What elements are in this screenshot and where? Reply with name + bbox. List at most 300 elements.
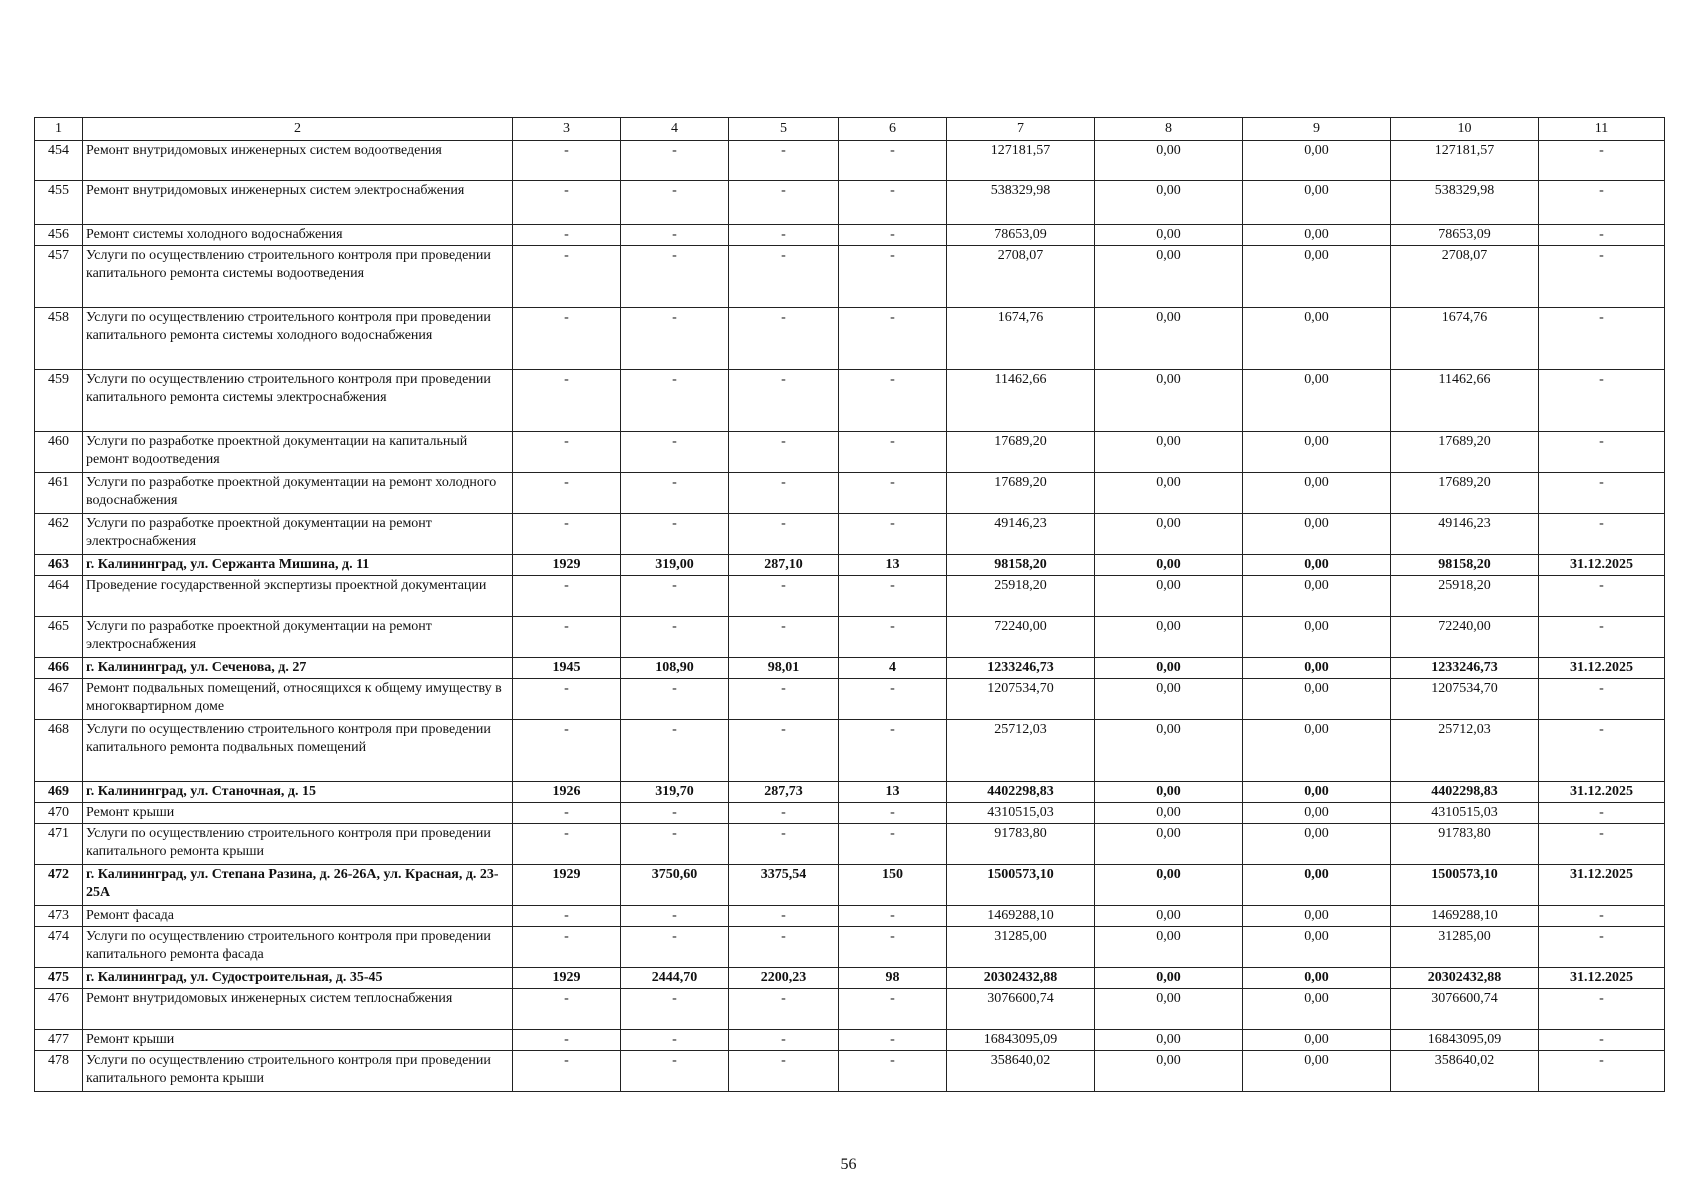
total-area: 3750,60 <box>621 865 729 906</box>
column-header: 4 <box>621 118 729 141</box>
table-row <box>35 308 1665 370</box>
cost-owners-funds: 20302432,88 <box>1391 968 1539 989</box>
cost-other-source: 0,00 <box>1243 617 1391 658</box>
work-description: Услуги по осуществлению строительного контроля при проведении капитального ремонта системы холодного водоснабжения <box>83 308 513 370</box>
cost-other-source: 0,00 <box>1243 308 1391 370</box>
residents-count: - <box>839 824 947 865</box>
year-built: - <box>513 473 621 514</box>
residents-count: - <box>839 906 947 927</box>
table-row <box>35 246 1665 308</box>
cost-other-source: 0,00 <box>1243 1030 1391 1051</box>
residents-count: - <box>839 370 947 432</box>
cost-fund-source: 0,00 <box>1095 968 1243 989</box>
cost-other-source: 0,00 <box>1243 555 1391 576</box>
row-number: 464 <box>35 576 83 617</box>
column-header: 8 <box>1095 118 1243 141</box>
total-area: - <box>621 181 729 225</box>
living-area: - <box>729 225 839 246</box>
column-number-header-row <box>35 118 1665 141</box>
work-description: Ремонт внутридомовых инженерных систем водоотведения <box>83 141 513 181</box>
work-description: Ремонт внутридомовых инженерных систем теплоснабжения <box>83 989 513 1030</box>
row-number: 470 <box>35 803 83 824</box>
total-cost: 2708,07 <box>947 246 1095 308</box>
table-row <box>35 927 1665 968</box>
work-description: Ремонт внутридомовых инженерных систем электроснабжения <box>83 181 513 225</box>
completion-date: - <box>1539 225 1665 246</box>
residents-count: - <box>839 308 947 370</box>
year-built: 1929 <box>513 555 621 576</box>
cost-owners-funds: 2708,07 <box>1391 246 1539 308</box>
column-header: 2 <box>83 118 513 141</box>
completion-date: - <box>1539 141 1665 181</box>
completion-date: 31.12.2025 <box>1539 555 1665 576</box>
residents-count: 13 <box>839 555 947 576</box>
total-cost: 25712,03 <box>947 720 1095 782</box>
total-area: - <box>621 1030 729 1051</box>
total-cost: 1500573,10 <box>947 865 1095 906</box>
total-cost: 98158,20 <box>947 555 1095 576</box>
cost-other-source: 0,00 <box>1243 927 1391 968</box>
living-area: - <box>729 576 839 617</box>
cost-fund-source: 0,00 <box>1095 1051 1243 1092</box>
cost-owners-funds: 25918,20 <box>1391 576 1539 617</box>
year-built: - <box>513 576 621 617</box>
residents-count: - <box>839 1030 947 1051</box>
cost-owners-funds: 49146,23 <box>1391 514 1539 555</box>
address-row <box>35 968 1665 989</box>
cost-other-source: 0,00 <box>1243 989 1391 1030</box>
cost-other-source: 0,00 <box>1243 473 1391 514</box>
completion-date: 31.12.2025 <box>1539 865 1665 906</box>
living-area: - <box>729 246 839 308</box>
cost-fund-source: 0,00 <box>1095 432 1243 473</box>
work-description: Проведение государственной экспертизы проектной документации <box>83 576 513 617</box>
total-cost: 78653,09 <box>947 225 1095 246</box>
cost-fund-source: 0,00 <box>1095 989 1243 1030</box>
completion-date: - <box>1539 989 1665 1030</box>
row-number: 462 <box>35 514 83 555</box>
cost-other-source: 0,00 <box>1243 906 1391 927</box>
row-number: 472 <box>35 865 83 906</box>
row-number: 458 <box>35 308 83 370</box>
total-cost: 49146,23 <box>947 514 1095 555</box>
cost-owners-funds: 1233246,73 <box>1391 658 1539 679</box>
total-area: - <box>621 141 729 181</box>
total-area: - <box>621 1051 729 1092</box>
total-cost: 20302432,88 <box>947 968 1095 989</box>
cost-fund-source: 0,00 <box>1095 576 1243 617</box>
total-cost: 91783,80 <box>947 824 1095 865</box>
cost-fund-source: 0,00 <box>1095 720 1243 782</box>
work-description: Услуги по осуществлению строительного контроля при проведении капитального ремонта крыши <box>83 824 513 865</box>
residents-count: - <box>839 927 947 968</box>
year-built: - <box>513 679 621 720</box>
cost-fund-source: 0,00 <box>1095 824 1243 865</box>
row-number: 471 <box>35 824 83 865</box>
row-number: 477 <box>35 1030 83 1051</box>
cost-fund-source: 0,00 <box>1095 555 1243 576</box>
completion-date: - <box>1539 927 1665 968</box>
cost-fund-source: 0,00 <box>1095 679 1243 720</box>
row-number: 476 <box>35 989 83 1030</box>
living-area: - <box>729 927 839 968</box>
living-area: 287,10 <box>729 555 839 576</box>
total-cost: 1469288,10 <box>947 906 1095 927</box>
cost-fund-source: 0,00 <box>1095 865 1243 906</box>
row-number: 478 <box>35 1051 83 1092</box>
residents-count: 4 <box>839 658 947 679</box>
total-cost: 16843095,09 <box>947 1030 1095 1051</box>
completion-date: 31.12.2025 <box>1539 968 1665 989</box>
total-cost: 3076600,74 <box>947 989 1095 1030</box>
row-number: 461 <box>35 473 83 514</box>
work-description: Ремонт подвальных помещений, относящихся к общему имуществу в многоквартирном доме <box>83 679 513 720</box>
completion-date: 31.12.2025 <box>1539 782 1665 803</box>
year-built: - <box>513 720 621 782</box>
cost-owners-funds: 4402298,83 <box>1391 782 1539 803</box>
row-number: 463 <box>35 555 83 576</box>
table-body <box>35 141 1665 1092</box>
cost-owners-funds: 1674,76 <box>1391 308 1539 370</box>
row-number: 455 <box>35 181 83 225</box>
living-area: - <box>729 1051 839 1092</box>
year-built: - <box>513 824 621 865</box>
total-area: - <box>621 824 729 865</box>
year-built: - <box>513 617 621 658</box>
cost-owners-funds: 17689,20 <box>1391 473 1539 514</box>
cost-fund-source: 0,00 <box>1095 181 1243 225</box>
year-built: - <box>513 432 621 473</box>
residents-count: - <box>839 989 947 1030</box>
year-built: 1929 <box>513 865 621 906</box>
work-description: Ремонт крыши <box>83 803 513 824</box>
cost-other-source: 0,00 <box>1243 1051 1391 1092</box>
total-area: 319,00 <box>621 555 729 576</box>
total-area: 108,90 <box>621 658 729 679</box>
total-cost: 358640,02 <box>947 1051 1095 1092</box>
cost-owners-funds: 11462,66 <box>1391 370 1539 432</box>
row-number: 473 <box>35 906 83 927</box>
work-description: г. Калининград, ул. Станочная, д. 15 <box>83 782 513 803</box>
address-row <box>35 658 1665 679</box>
total-area: - <box>621 617 729 658</box>
cost-other-source: 0,00 <box>1243 865 1391 906</box>
total-cost: 11462,66 <box>947 370 1095 432</box>
column-header: 7 <box>947 118 1095 141</box>
living-area: - <box>729 679 839 720</box>
year-built: - <box>513 370 621 432</box>
column-header: 10 <box>1391 118 1539 141</box>
year-built: - <box>513 1051 621 1092</box>
cost-fund-source: 0,00 <box>1095 141 1243 181</box>
cost-other-source: 0,00 <box>1243 679 1391 720</box>
living-area: - <box>729 181 839 225</box>
column-header: 6 <box>839 118 947 141</box>
total-area: - <box>621 679 729 720</box>
cost-fund-source: 0,00 <box>1095 782 1243 803</box>
repair-plan-table <box>34 117 1665 1092</box>
living-area: - <box>729 370 839 432</box>
residents-count: - <box>839 181 947 225</box>
work-description: Услуги по разработке проектной документации на капитальный ремонт водоотведения <box>83 432 513 473</box>
total-area: - <box>621 803 729 824</box>
cost-other-source: 0,00 <box>1243 824 1391 865</box>
residents-count: - <box>839 225 947 246</box>
address-row <box>35 865 1665 906</box>
cost-other-source: 0,00 <box>1243 782 1391 803</box>
cost-fund-source: 0,00 <box>1095 225 1243 246</box>
cost-other-source: 0,00 <box>1243 720 1391 782</box>
row-number: 457 <box>35 246 83 308</box>
completion-date: 31.12.2025 <box>1539 658 1665 679</box>
table-row <box>35 1030 1665 1051</box>
total-cost: 72240,00 <box>947 617 1095 658</box>
row-number: 459 <box>35 370 83 432</box>
work-description: Услуги по осуществлению строительного контроля при проведении капитального ремонта подвальных помещений <box>83 720 513 782</box>
row-number: 466 <box>35 658 83 679</box>
living-area: - <box>729 514 839 555</box>
year-built: - <box>513 1030 621 1051</box>
table-row <box>35 473 1665 514</box>
table-row <box>35 1051 1665 1092</box>
completion-date: - <box>1539 720 1665 782</box>
total-cost: 17689,20 <box>947 432 1095 473</box>
residents-count: - <box>839 803 947 824</box>
table-row <box>35 803 1665 824</box>
residents-count: - <box>839 1051 947 1092</box>
total-area: - <box>621 906 729 927</box>
cost-fund-source: 0,00 <box>1095 803 1243 824</box>
cost-owners-funds: 4310515,03 <box>1391 803 1539 824</box>
living-area: - <box>729 803 839 824</box>
completion-date: - <box>1539 370 1665 432</box>
row-number: 456 <box>35 225 83 246</box>
total-area: - <box>621 246 729 308</box>
cost-other-source: 0,00 <box>1243 514 1391 555</box>
cost-owners-funds: 17689,20 <box>1391 432 1539 473</box>
work-description: Услуги по осуществлению строительного контроля при проведении капитального ремонта системы водоотведения <box>83 246 513 308</box>
year-built: - <box>513 181 621 225</box>
work-description: Услуги по осуществлению строительного контроля при проведении капитального ремонта фасада <box>83 927 513 968</box>
row-number: 467 <box>35 679 83 720</box>
cost-other-source: 0,00 <box>1243 968 1391 989</box>
cost-owners-funds: 1207534,70 <box>1391 679 1539 720</box>
completion-date: - <box>1539 1030 1665 1051</box>
total-area: - <box>621 576 729 617</box>
total-area: - <box>621 514 729 555</box>
residents-count: - <box>839 720 947 782</box>
cost-other-source: 0,00 <box>1243 246 1391 308</box>
work-description: Услуги по осуществлению строительного контроля при проведении капитального ремонта крыши <box>83 1051 513 1092</box>
table-row <box>35 225 1665 246</box>
work-description: Ремонт фасада <box>83 906 513 927</box>
cost-owners-funds: 91783,80 <box>1391 824 1539 865</box>
cost-other-source: 0,00 <box>1243 181 1391 225</box>
completion-date: - <box>1539 679 1665 720</box>
year-built: - <box>513 308 621 370</box>
cost-fund-source: 0,00 <box>1095 370 1243 432</box>
cost-owners-funds: 3076600,74 <box>1391 989 1539 1030</box>
year-built: 1926 <box>513 782 621 803</box>
row-number: 460 <box>35 432 83 473</box>
work-description: Ремонт крыши <box>83 1030 513 1051</box>
work-description: г. Калининград, ул. Степана Разина, д. 26-26А, ул. Красная, д. 23-25А <box>83 865 513 906</box>
year-built: 1945 <box>513 658 621 679</box>
cost-owners-funds: 25712,03 <box>1391 720 1539 782</box>
work-description: Услуги по разработке проектной документации на ремонт холодного водоснабжения <box>83 473 513 514</box>
table-row <box>35 720 1665 782</box>
living-area: - <box>729 906 839 927</box>
total-area: - <box>621 225 729 246</box>
year-built: - <box>513 989 621 1030</box>
total-cost: 4310515,03 <box>947 803 1095 824</box>
living-area: - <box>729 989 839 1030</box>
cost-owners-funds: 1469288,10 <box>1391 906 1539 927</box>
living-area: - <box>729 308 839 370</box>
living-area: - <box>729 432 839 473</box>
completion-date: - <box>1539 181 1665 225</box>
year-built: - <box>513 803 621 824</box>
residents-count: - <box>839 246 947 308</box>
cost-owners-funds: 1500573,10 <box>1391 865 1539 906</box>
cost-fund-source: 0,00 <box>1095 927 1243 968</box>
living-area: - <box>729 617 839 658</box>
residents-count: 150 <box>839 865 947 906</box>
work-description: г. Калининград, ул. Судостроительная, д. 35-45 <box>83 968 513 989</box>
table-row <box>35 824 1665 865</box>
cost-other-source: 0,00 <box>1243 576 1391 617</box>
living-area: 2200,23 <box>729 968 839 989</box>
cost-fund-source: 0,00 <box>1095 1030 1243 1051</box>
table-row <box>35 679 1665 720</box>
year-built: - <box>513 246 621 308</box>
cost-owners-funds: 31285,00 <box>1391 927 1539 968</box>
year-built: - <box>513 927 621 968</box>
row-number: 475 <box>35 968 83 989</box>
table-row <box>35 514 1665 555</box>
total-area: - <box>621 432 729 473</box>
table-row <box>35 906 1665 927</box>
row-number: 474 <box>35 927 83 968</box>
living-area: 287,73 <box>729 782 839 803</box>
cost-fund-source: 0,00 <box>1095 658 1243 679</box>
work-description: г. Калининград, ул. Сеченова, д. 27 <box>83 658 513 679</box>
cost-fund-source: 0,00 <box>1095 308 1243 370</box>
total-area: - <box>621 720 729 782</box>
residents-count: - <box>839 576 947 617</box>
residents-count: - <box>839 679 947 720</box>
column-header: 9 <box>1243 118 1391 141</box>
cost-other-source: 0,00 <box>1243 225 1391 246</box>
living-area: 3375,54 <box>729 865 839 906</box>
living-area: - <box>729 1030 839 1051</box>
row-number: 454 <box>35 141 83 181</box>
cost-fund-source: 0,00 <box>1095 246 1243 308</box>
table-row <box>35 181 1665 225</box>
cost-owners-funds: 16843095,09 <box>1391 1030 1539 1051</box>
completion-date: - <box>1539 617 1665 658</box>
total-area: 319,70 <box>621 782 729 803</box>
total-cost: 1674,76 <box>947 308 1095 370</box>
work-description: Услуги по разработке проектной документации на ремонт электроснабжения <box>83 514 513 555</box>
living-area: - <box>729 720 839 782</box>
completion-date: - <box>1539 514 1665 555</box>
total-area: - <box>621 473 729 514</box>
residents-count: - <box>839 473 947 514</box>
living-area: - <box>729 473 839 514</box>
total-cost: 538329,98 <box>947 181 1095 225</box>
table-row <box>35 989 1665 1030</box>
column-header: 5 <box>729 118 839 141</box>
total-area: 2444,70 <box>621 968 729 989</box>
address-row <box>35 782 1665 803</box>
cost-owners-funds: 538329,98 <box>1391 181 1539 225</box>
total-cost: 25918,20 <box>947 576 1095 617</box>
completion-date: - <box>1539 432 1665 473</box>
residents-count: 98 <box>839 968 947 989</box>
total-cost: 31285,00 <box>947 927 1095 968</box>
total-cost: 17689,20 <box>947 473 1095 514</box>
year-built: - <box>513 514 621 555</box>
cost-other-source: 0,00 <box>1243 141 1391 181</box>
completion-date: - <box>1539 824 1665 865</box>
cost-fund-source: 0,00 <box>1095 514 1243 555</box>
year-built: 1929 <box>513 968 621 989</box>
total-cost: 4402298,83 <box>947 782 1095 803</box>
living-area: - <box>729 141 839 181</box>
table-row <box>35 576 1665 617</box>
total-cost: 1207534,70 <box>947 679 1095 720</box>
completion-date: - <box>1539 803 1665 824</box>
cost-owners-funds: 78653,09 <box>1391 225 1539 246</box>
residents-count: - <box>839 141 947 181</box>
year-built: - <box>513 141 621 181</box>
cost-other-source: 0,00 <box>1243 803 1391 824</box>
row-number: 469 <box>35 782 83 803</box>
completion-date: - <box>1539 576 1665 617</box>
residents-count: - <box>839 514 947 555</box>
document-sheet <box>34 117 1664 1092</box>
cost-owners-funds: 98158,20 <box>1391 555 1539 576</box>
table-row <box>35 617 1665 658</box>
cost-other-source: 0,00 <box>1243 370 1391 432</box>
cost-other-source: 0,00 <box>1243 432 1391 473</box>
residents-count: - <box>839 617 947 658</box>
table-row <box>35 432 1665 473</box>
residents-count: 13 <box>839 782 947 803</box>
cost-owners-funds: 127181,57 <box>1391 141 1539 181</box>
completion-date: - <box>1539 906 1665 927</box>
total-area: - <box>621 927 729 968</box>
work-description: Услуги по осуществлению строительного контроля при проведении капитального ремонта системы электроснабжения <box>83 370 513 432</box>
cost-owners-funds: 358640,02 <box>1391 1051 1539 1092</box>
year-built: - <box>513 225 621 246</box>
living-area: - <box>729 824 839 865</box>
work-description: Ремонт системы холодного водоснабжения <box>83 225 513 246</box>
total-area: - <box>621 308 729 370</box>
living-area: 98,01 <box>729 658 839 679</box>
completion-date: - <box>1539 308 1665 370</box>
table-row <box>35 370 1665 432</box>
total-area: - <box>621 989 729 1030</box>
table-row <box>35 141 1665 181</box>
row-number: 468 <box>35 720 83 782</box>
work-description: Услуги по разработке проектной документации на ремонт электроснабжения <box>83 617 513 658</box>
total-area: - <box>621 370 729 432</box>
work-description: г. Калининград, ул. Сержанта Мишина, д. 11 <box>83 555 513 576</box>
cost-fund-source: 0,00 <box>1095 617 1243 658</box>
column-header: 11 <box>1539 118 1665 141</box>
